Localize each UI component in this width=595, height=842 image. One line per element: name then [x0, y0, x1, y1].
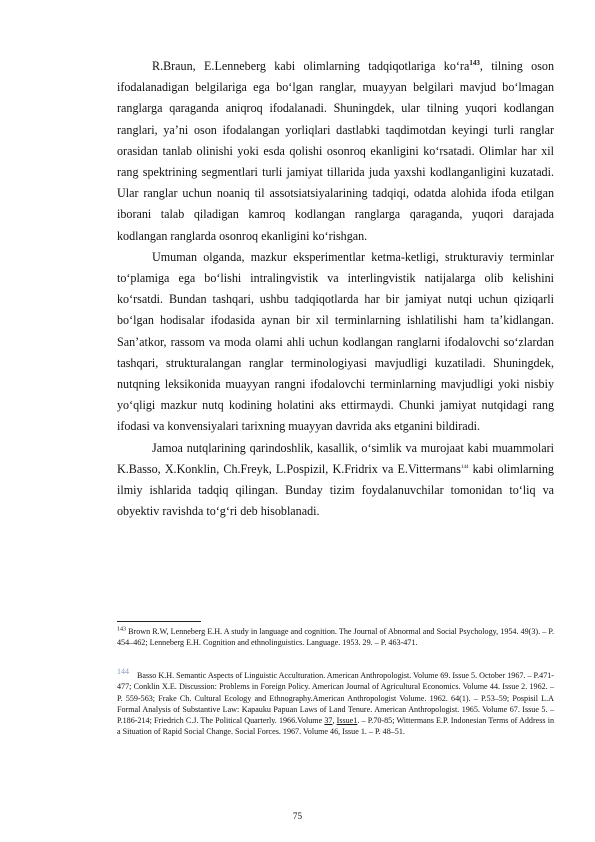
paragraph-3-text: Jamoa nutqlarining qarindoshlik, kasallik, o‘simlik va murojaat kabi muammolari K.Basso, X.Konklin, Ch.Freyk, L.Pospizil, K.Fridrix va E.Vittermans [117, 440, 554, 476]
footnote-143 [117, 626, 554, 649]
paragraph-1-text: R.Braun, E.Lenneberg kabi olimlarning tadqiqotlariga ko‘ra [152, 59, 470, 73]
paragraph-1 [117, 56, 554, 247]
paragraph-3 [117, 438, 554, 523]
footnote-143-text: Brown R.W, Lenneberg E.H. A study in language and cognition. The Journal of Abnormal and Social Psychology, 1954. 49(3). – P. 454–462; Lenneberg E.H. Cognition and ethnolinguistics. Language. 1953. 29. – P. 463-471. [117, 627, 555, 648]
footnote-144-volume-link[interactable]: 37 [324, 716, 333, 726]
footnote-144-separator: , [332, 716, 337, 726]
footnote-ref-143[interactable]: 143 [469, 58, 480, 67]
paragraph-2: Umuman olganda, mazkur eksperimentlar ketma-ketligi, strukturaviy terminlar to‘plamiga ega bo‘lishi intralingvistik va interlingvistik natijalarga olib kelishini ko‘rsatdi. Bundan tashqari, ushbu tadqiqotlarda har bir jamiyat nutqi uchun qiziqarli bo‘lgan hodisalar ifodasida aynan bir xil terminlarning ishlatilishi ham ta’kidlangan. San’atkor, rassom va moda olami ahli uchun kodlangan ranglarni ifodalovchi so‘zlardan tashqari, strukturalangan ranglar terminologiyasi mavjudligi kuzatiladi. Shuningdek, nutqning leksikonida muayyan rangni ifodalovchi terminlarning mavjudligi yoki nisbiy yo‘qligi mazkur nutq kodining holatini aks ettirmaydi. Chunki jamiyat nutqidagi rang ifodasi va konvensiyalari tarixning muayyan davrida aks etganini bildiradi. [117, 249, 554, 434]
footnote-144-text: Basso K.H. Semantic Aspects of Linguistic Acculturation. American Anthropologist. Volume 69. Issue 5. October 1967. – P.471-477; Conklin X.E. Discussion: Problems in Foreign Policy. American Journal of Agricultural Economics. Volume 44. Issue 2. 1962. – P. 559-563; Frake Ch. Cultural Ecology and Ethnography.American Anthropologist Volume. 1962. 64(1). – P.53–59; Pospisil L.A Formal Analysis of Substantive Law: Kapauku Papuan Laws of Land Tenure. American Anthropologist. 1965. Volume 67. Issue 5. – P.186-214; Friedrich C.J. The Political Quarterly. 1966.Volume [117, 671, 554, 726]
paragraph-1-text-cont: , tilning oson ifodalanadigan belgilariga ega bo‘lgan ranglar, muayyan belgilari mavjud bo‘lmagan ranglarga qaraganda aniqroq ifodalanadi. Shuningdek, ular tilning yuqori kodlangan ranglari, ya’ni oson ifodalangan yorliqlari dastlabki taqdimotdan keyingi turli ranglar orasidan tanlab olinishi yoki esda qolishi osonroq ekanligini ko‘rsatadi. Olimlar har xil rang spektrining segmentlari turli jamiyat tillarida juda yaxshi kodlanganligini kuzatadi. Ular ranglar uchun noaniq til assotsiatsiyalarining tadqiqi, odatda alohida ifoda etilgan iborani talab qiladigan kamroq kodlangan ranglarga qaraganda, yuqori darajada kodlangan ranglarda osonroq ekanligini ko‘rishgan. [117, 59, 554, 243]
page-body [117, 56, 554, 522]
page-number: 75 [292, 811, 303, 821]
footnote-144 [117, 667, 555, 738]
footnote-144-issue-link[interactable]: Issue1 [336, 716, 358, 726]
footnote-divider [117, 621, 201, 622]
footnote-mark-143: 143 [117, 626, 126, 633]
footnote-144-text-cont: . – P.70-85; Wittermans E.P. Indonesian Terms of Address in a Situation of Rapid Social Change. Social Forces. 1967. Volume 46, Issue 1. – P. 48–51. [117, 716, 555, 737]
paragraph-3-text-cont: kabi olimlarning ilmiy ishlarida tadqiq qilingan. Bunday tizim foydalanuvchilar tomonidan to‘liq va obyektiv ravishda to‘g‘ri deb hisoblanadi. [117, 461, 554, 519]
footnote-ref-144[interactable]: 144 [460, 464, 469, 470]
footnote-mark-144: 144 [117, 667, 129, 676]
